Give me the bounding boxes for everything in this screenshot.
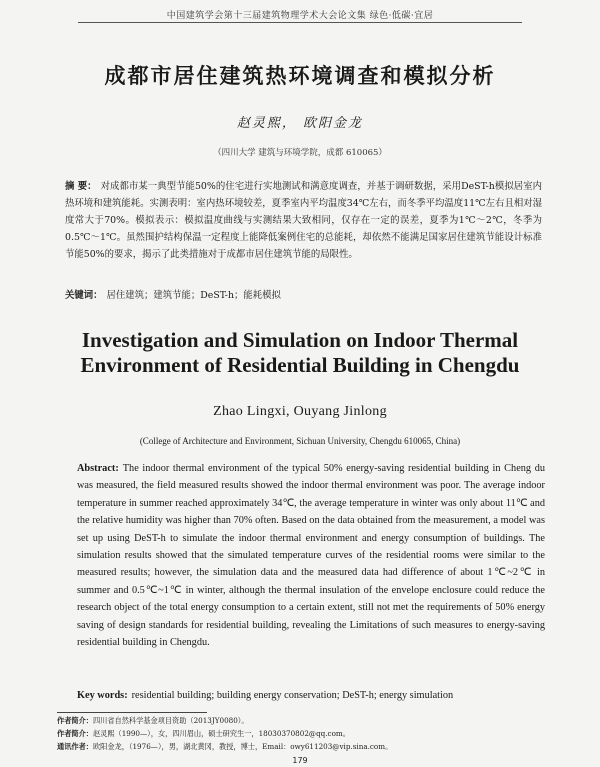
english-title-line-2: Environment of Residential Building in Chengdu: [80, 353, 520, 377]
footnote-rule: [57, 712, 207, 713]
chinese-abstract-text: 对成都市某一典型节能50%的住宅进行实地测试和满意度调查，并基于调研数据，采用DeST-h模拟居室内热环境和建筑能耗。实测表明：室内热环境较差，夏季室内平均温度34℃左右，而冬季平均温度11℃左右且相对湿度常大于70%。模拟表示：模拟温度曲线与实测结果大致相同，仅存在一定的误差，夏季为1℃～2℃，冬季为0.5℃～1℃。虽然围护结构保温一定程度上能降低案例住宅的总能耗，却依然不能满足国家居住建筑节能设计标准节能50%的要求，揭示了此类措施对于成都市居住建筑节能的局限性。: [65, 181, 543, 260]
chinese-abstract-label: 摘 要：: [65, 181, 97, 192]
footnote-fund: 作者简介：四川省自然科学基金项目资助（2013JY0080）。: [57, 716, 249, 725]
english-keywords-text: residential building; building energy conservation; DeST-h; energy simulation: [131, 690, 454, 701]
chinese-abstract: [65, 178, 542, 263]
english-authors: Zhao Lingxi, Ouyang Jinlong: [213, 404, 387, 419]
english-affiliation: (College of Architecture and Environment, Sichuan University, Chengdu 610065, China): [139, 436, 461, 446]
footnote-correspondence: 通讯作者：欧阳金龙，（1976—），男，湖北黄冈，教授，博士，Email：owy611203@vip.sina.com。: [57, 742, 393, 751]
english-title: [0, 328, 600, 378]
chinese-keywords-label: 关键词：: [65, 290, 103, 301]
english-keywords: [77, 690, 545, 701]
footnote-author: 作者简介：赵灵熙（1990—），女，四川眉山，硕士研究生一，18030370802@qq.com。: [57, 729, 350, 738]
english-title-line-1: Investigation and Simulation on Indoor Thermal: [81, 328, 519, 352]
page-number: 179: [292, 756, 308, 765]
chinese-authors: 赵灵熙， 欧阳金龙: [236, 116, 364, 131]
english-keywords-label: Key words:: [77, 690, 128, 701]
footnotes: [57, 714, 545, 753]
english-abstract-text: The indoor thermal environment of the typical 50% energy-saving residential building in Cheng du was measured, the field measured results showed the indoor thermal environment was poor. The average indoor temperature in summer reached approximately 34℃, the average temperature in winter was only about 11℃ and the relative humidity was higher than 70% often. Based on the data obtained from the measurement, a model was set up using DeST-h to simulate the indoor thermal environment and energy consumption of buildings. The simulation results showed that the simulated temperature curves of the residential rooms were similar to the measured results; however, the simulation data and the measured data had difference of about 1℃~2℃ in summer and 0.5℃~1℃ in winter, although the thermal insulation of the envelope enclosure could reduce the research object of the total energy consumption to a certain extent, still not met the requirements of 50% energy saving of design standards for residential building, revealing the Limitations of such measures to energy-saving residential building in Chengdu.: [77, 463, 545, 649]
chinese-title: 成都市居住建筑热环境调查和模拟分析: [104, 64, 496, 88]
running-header: 中国建筑学会第十三届建筑物理学术大会论文集 绿色·低碳·宜居: [166, 11, 434, 21]
chinese-keywords: [65, 287, 542, 301]
english-abstract-label: Abstract:: [77, 463, 119, 474]
header-rule: [78, 22, 522, 23]
chinese-keywords-text: 居住建筑；建筑节能；DeST-h；能耗模拟: [106, 290, 281, 301]
english-abstract: [77, 460, 545, 651]
chinese-affiliation: （四川大学 建筑与环境学院，成都 610065）: [213, 148, 387, 158]
